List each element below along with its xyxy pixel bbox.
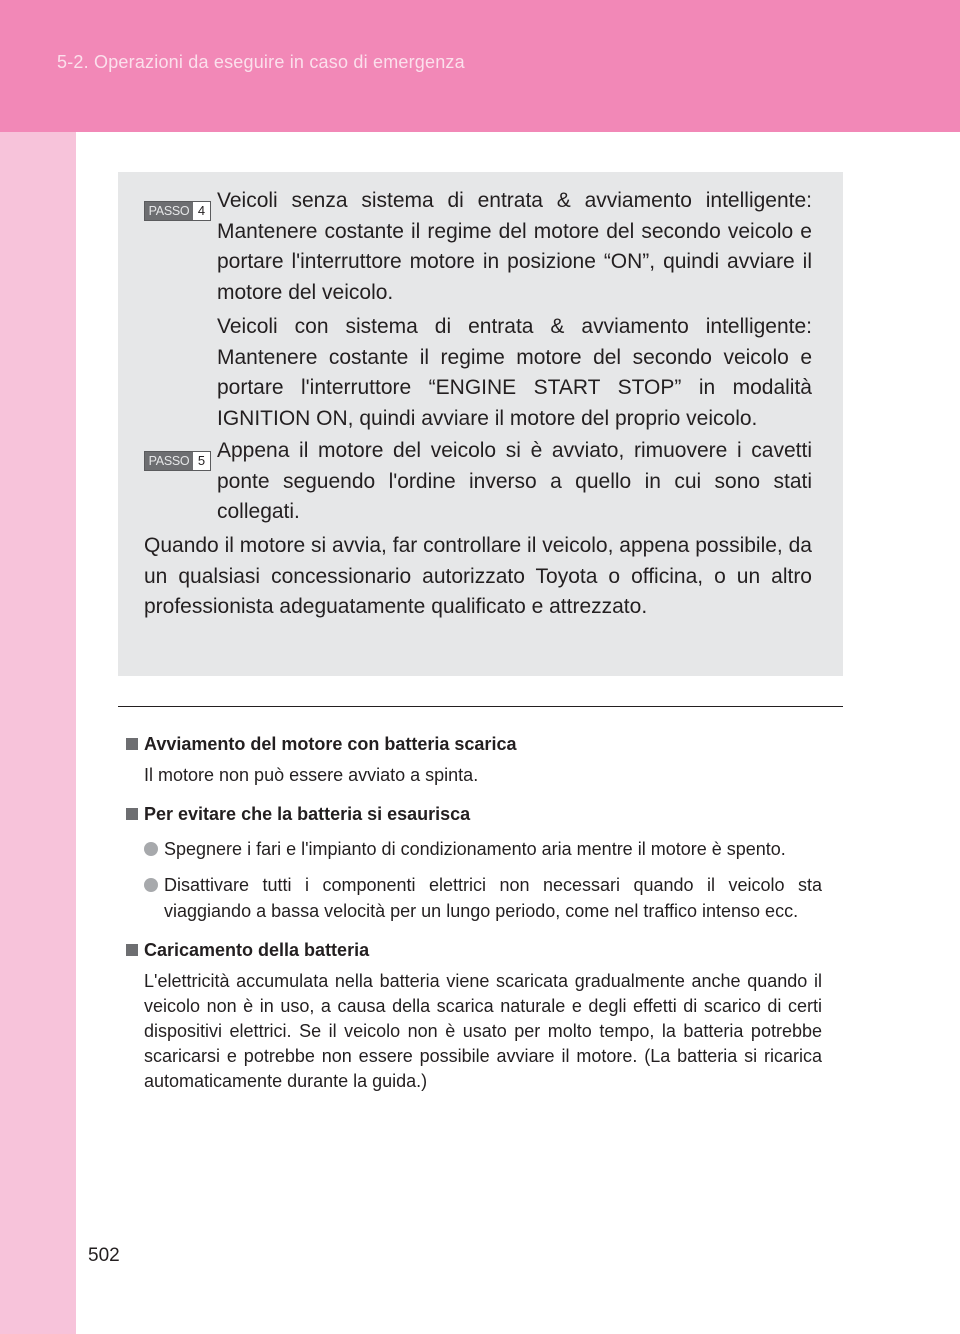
step-paragraph: Veicoli con sistema di entrata & avviamento intelligente: Mantenere costante il regime motore del secondo veicolo e portare l'interruttore “ENGINE START STOP” in modalità IGNITION ON, quindi avviare il motore del proprio veicolo. [217,315,812,430]
step-4 [144,186,812,434]
note-heading: Per evitare che la batteria si esaurisca [144,804,471,824]
step-badge-label: PASSO [145,202,193,220]
box-note: Quando il motore si avvia, far controllare il veicolo, appena possibile, da un qualsiasi concessionario autorizzato Toyota o officina, o un altro professionista adeguatamente qualificato e attrezzato. [144,534,812,618]
page-header [0,0,960,132]
note-item [126,938,822,1094]
note-item [126,732,822,788]
step-paragraph: Veicoli senza sistema di entrata & avviamento intelligente: Mantenere costante il regime del motore del secondo veicolo e portare l'interruttore motore in posizione “ON”, quindi avviare il motore del veicolo. [217,189,812,304]
page-number: 502 [88,1245,120,1266]
section-divider [118,706,843,707]
step-paragraph: Appena il motore del veicolo si è avviato, rimuovere i cavetti ponte seguendo l'ordine inverso a quello in cui sono stati collegati. [217,439,812,523]
step-5 [144,436,812,528]
square-bullet-icon [126,944,138,956]
list-item [144,872,822,924]
side-band [0,132,76,1334]
note-heading: Caricamento della batteria [144,940,370,960]
note-item [126,802,822,924]
step-badge-number: 4 [193,202,210,220]
note-heading: Avviamento del motore con batteria scarica [144,734,517,754]
circle-bullet-icon [144,878,158,892]
square-bullet-icon [126,808,138,820]
notes-section [126,732,822,1094]
section-title: 5-2. Operazioni da eseguire in caso di emergenza [57,52,465,72]
list-item-text: Spegnere i fari e l'impianto di condizionamento aria mentre il motore è spento. [164,839,786,859]
step-badge [144,451,211,471]
circle-bullet-icon [144,842,158,856]
list-item [144,836,822,862]
list-item-text: Disattivare tutti i componenti elettrici non necessari quando il veicolo sta viaggiando a bassa velocità per un lungo periodo, come nel traffico intenso ecc. [164,875,822,921]
step-badge-number: 5 [193,452,210,470]
step-badge [144,201,211,221]
note-text: Il motore non può essere avviato a spinta. [144,765,479,785]
procedure-box [118,172,843,676]
square-bullet-icon [126,738,138,750]
step-badge-label: PASSO [145,452,193,470]
note-text: L'elettricità accumulata nella batteria viene scaricata gradualmente anche quando il veicolo non è in uso, a causa della scarica naturale e degli effetti di scarico di certi dispositivi elettrici. Se il veicolo non è usato per molto tempo, la batteria potrebbe scaricarsi e potrebbe non essere possibile avviare il motore. (La batteria si ricarica automaticamente durante la guida.) [144,971,822,1091]
